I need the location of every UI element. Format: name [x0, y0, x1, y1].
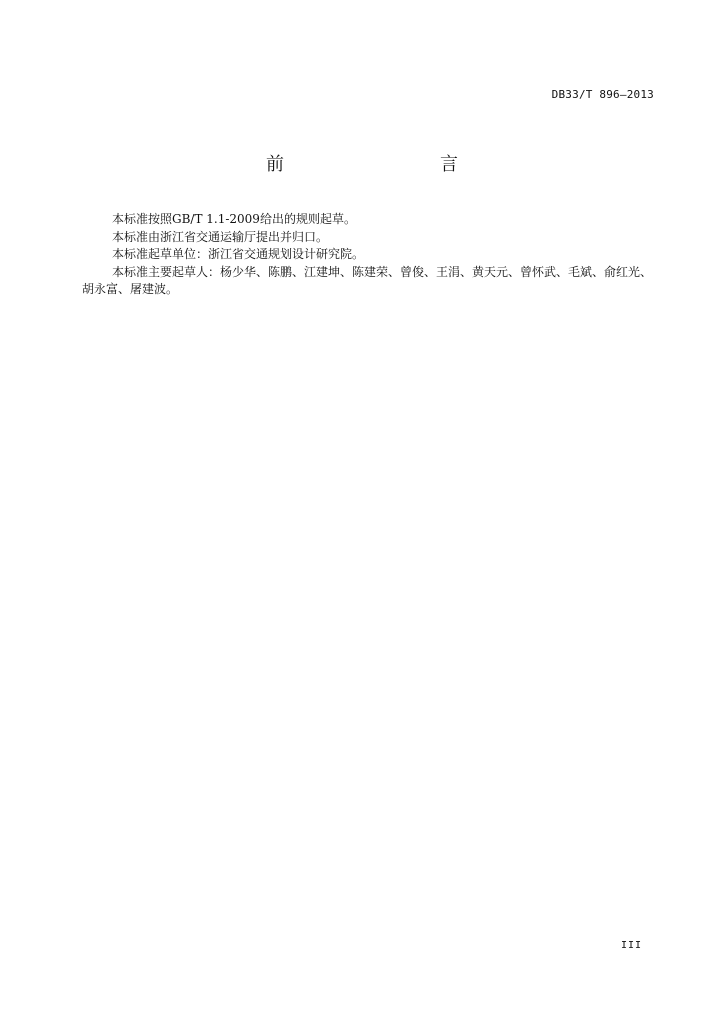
foreword-body [82, 211, 658, 299]
page-number: III [620, 940, 642, 951]
section-title: 前 言 [266, 154, 498, 175]
paragraph-drafting-rules: 本标准按照GB/T 1.1-2009给出的规则起草。 [112, 212, 356, 226]
paragraph-proposer: 本标准由浙江省交通运输厅提出并归口。 [112, 229, 329, 244]
paragraph-drafting-unit: 本标准起草单位：浙江省交通规划设计研究院。 [112, 247, 365, 261]
document-code: DB33/T 896—2013 [551, 88, 654, 101]
paragraph-drafters: 本标准主要起草人：杨少华、陈鹏、江建坤、陈建荣、曾俊、王涓、黄天元、曾怀武、毛斌、俞红光、胡永富、屠建波。 [82, 264, 653, 296]
